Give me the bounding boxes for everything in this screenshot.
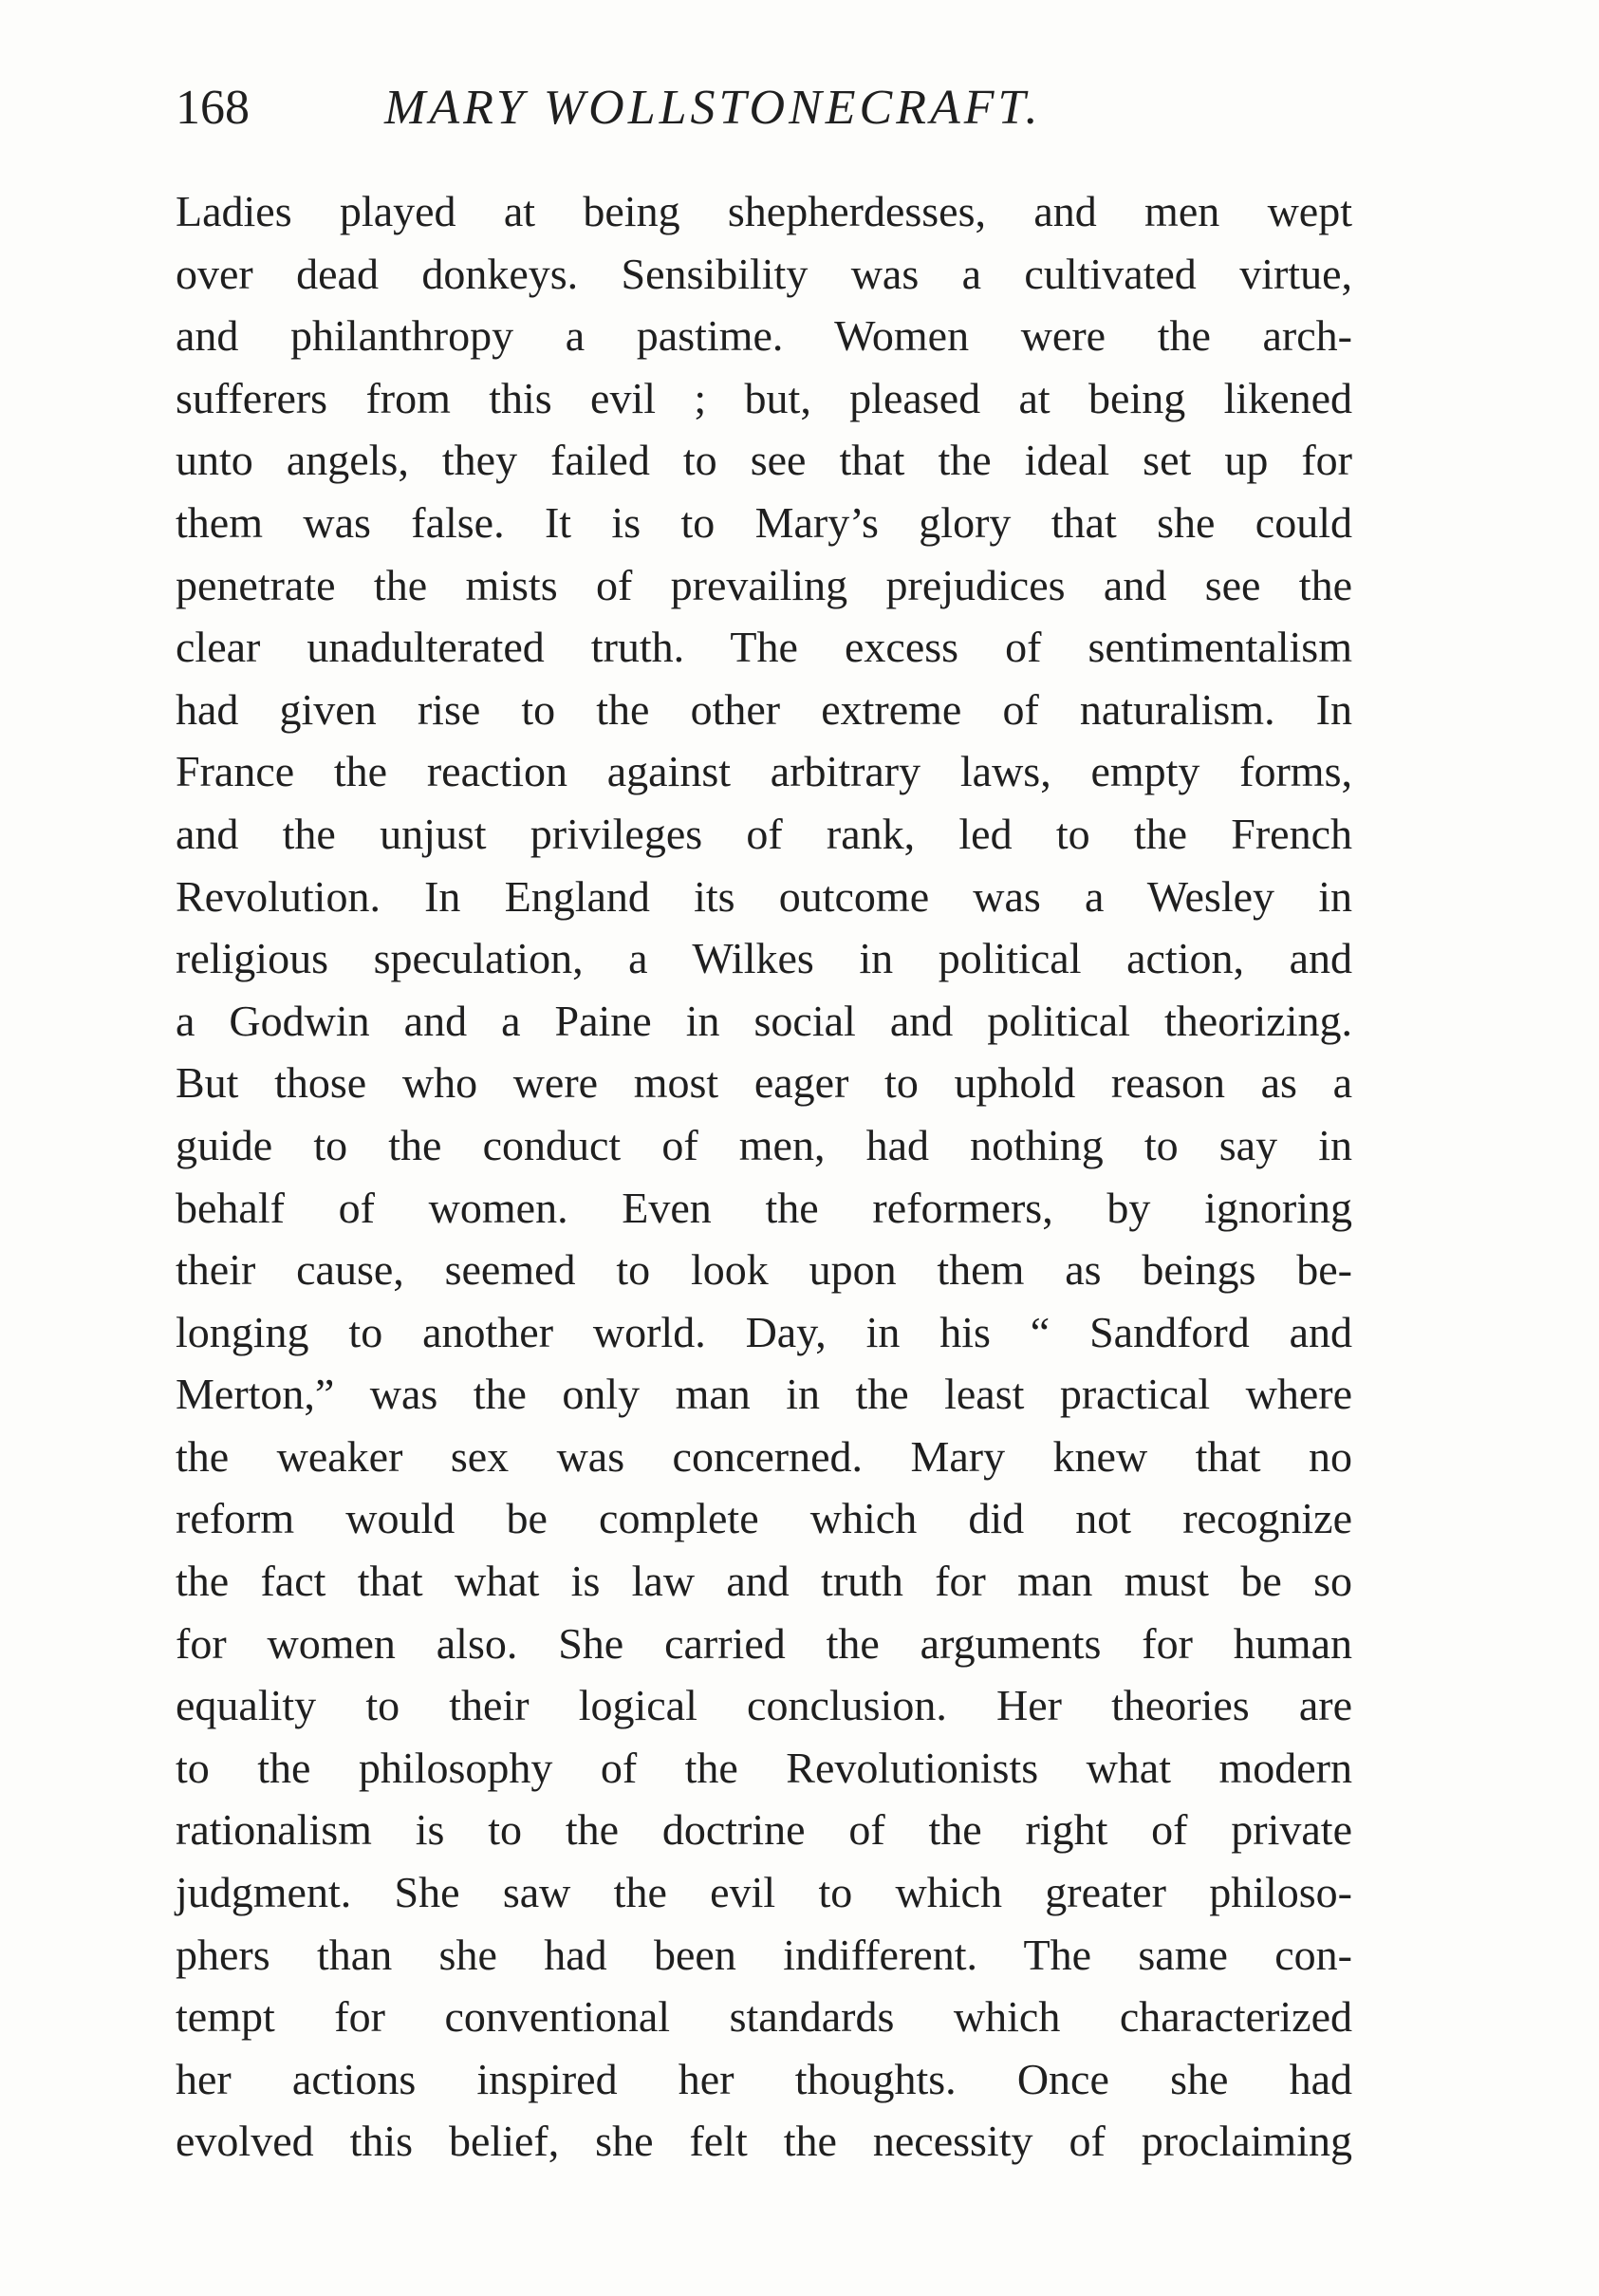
text-line: tempt for conventional standards which characterized [176,1992,1352,2042]
text-line: evolved this belief, she felt the necessity of proclaiming [176,2117,1352,2166]
text-line: phers than she had been indifferent. The same con- [176,1930,1352,1979]
text-line: and the unjust privileges of rank, led to the French [176,809,1352,858]
text-line: a Godwin and a Paine in social and political theorizing. [176,996,1352,1045]
text-line: rationalism is to the doctrine of the right of private [176,1805,1352,1855]
text-line: over dead donkeys. Sensibility was a cultivated virtue, [176,249,1352,298]
running-title: MARY WOLLSTONECRAFT. [384,81,1042,135]
text-line: reform would be complete which did not recognize [176,1494,1352,1543]
text-line: for women also. She carried the arguments for human [176,1618,1352,1668]
running-head [176,70,1352,146]
text-line: the fact that what is law and truth for man must be so [176,1557,1352,1606]
text-line: religious speculation, a Wilkes in political action, and [176,934,1352,983]
text-line: longing to another world. Day, in his “ Sandford and [176,1307,1352,1356]
text-line: judgment. She saw the evil to which greater philoso- [176,1868,1352,1917]
text-line: unto angels, they failed to see that the ideal set up for [176,436,1352,485]
text-line: clear unadulterated truth. The excess of sentimentalism [176,623,1352,672]
text-line: the weaker sex was concerned. Mary knew that no [176,1431,1352,1481]
text-line: But those who were most eager to uphold reason as a [176,1058,1352,1108]
text-line: penetrate the mists of prevailing prejudices and see the [176,560,1352,609]
text-line: guide to the conduct of men, had nothing to say in [176,1120,1352,1169]
text-line: to the philosophy of the Revolutionists what modern [176,1743,1352,1792]
page-number: 168 [176,81,250,135]
text-line: their cause, seemed to look upon them as beings be- [176,1245,1352,1295]
body-text [176,180,1352,2173]
text-line: Revolution. In England its outcome was a Wesley in [176,871,1352,921]
text-line: sufferers from this evil ; but, pleased at being likened [176,373,1352,422]
text-line: Ladies played at being shepherdesses, and men wept [176,187,1352,235]
text-line: Merton,” was the only man in the least practical where [176,1370,1352,1419]
text-line: them was false. It is to Mary’s glory that she could [176,497,1352,547]
text-line: France the reaction against arbitrary laws, empty forms, [176,747,1352,796]
text-line: behalf of women. Even the reformers, by ignoring [176,1183,1352,1232]
text-line: and philanthropy a pastime. Women were the arch- [176,311,1352,361]
text-line: had given rise to the other extreme of naturalism. In [176,684,1352,734]
text-line: equality to their logical conclusion. Her theories are [176,1681,1352,1730]
text-line: her actions inspired her thoughts. Once she had [176,2054,1352,2103]
